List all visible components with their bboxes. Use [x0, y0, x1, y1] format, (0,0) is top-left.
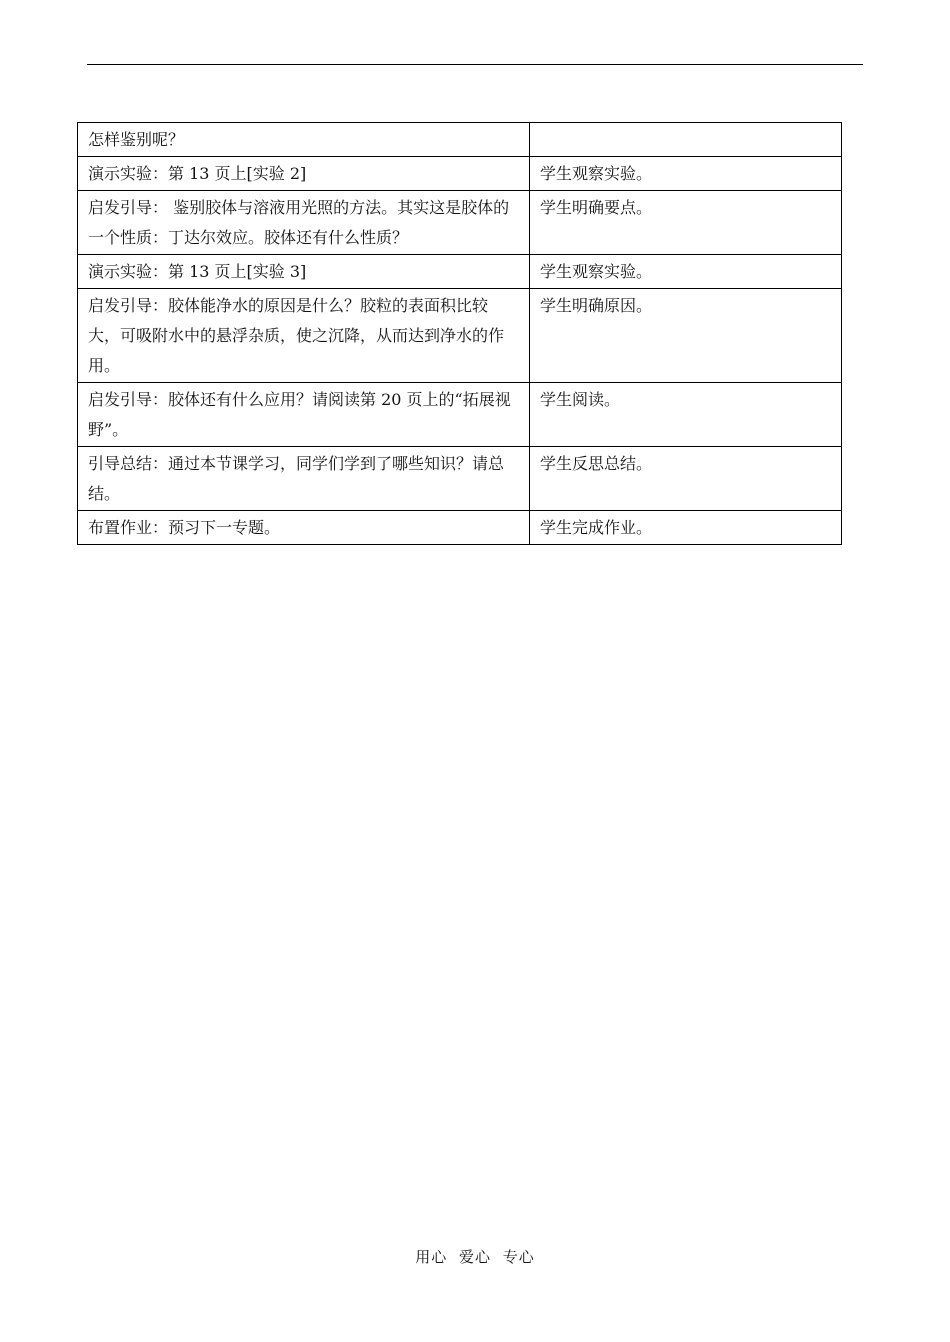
student-activity-cell: 学生明确原因。: [530, 289, 842, 383]
table-row: [78, 157, 842, 191]
table-row: [78, 255, 842, 289]
teacher-activity-cell: 演示实验：第 13 页上[实验 3]: [78, 255, 530, 289]
page-footer: 用心 爱心 专心: [415, 1248, 535, 1266]
teacher-activity-cell: 布置作业：预习下一专题。: [78, 511, 530, 545]
table-row: [78, 511, 842, 545]
table-row: [78, 447, 842, 511]
table-row: [78, 123, 842, 157]
student-activity-cell: 学生明确要点。: [530, 191, 842, 255]
student-activity-cell: 学生反思总结。: [530, 447, 842, 511]
student-activity-cell: 学生观察实验。: [530, 255, 842, 289]
teacher-activity-cell: 演示实验：第 13 页上[实验 2]: [78, 157, 530, 191]
teacher-activity-cell: 启发引导：胶体还有什么应用？请阅读第 20 页上的“拓展视野”。: [78, 383, 530, 447]
table-row: [78, 383, 842, 447]
lesson-table: [77, 122, 842, 545]
student-activity-cell: [530, 123, 842, 157]
student-activity-cell: 学生观察实验。: [530, 157, 842, 191]
teacher-activity-cell: 怎样鉴别呢？: [78, 123, 530, 157]
teacher-activity-cell: 启发引导： 鉴别胶体与溶液用光照的方法。其实这是胶体的一个性质：丁达尔效应。胶体还有什么性质？: [78, 191, 530, 255]
teacher-activity-cell: 引导总结：通过本节课学习，同学们学到了哪些知识？请总结。: [78, 447, 530, 511]
teacher-activity-cell: 启发引导：胶体能净水的原因是什么？胶粒的表面积比较大，可吸附水中的悬浮杂质，使之沉降，从而达到净水的作用。: [78, 289, 530, 383]
table-row: [78, 191, 842, 255]
student-activity-cell: 学生阅读。: [530, 383, 842, 447]
student-activity-cell: 学生完成作业。: [530, 511, 842, 545]
header-rule: [87, 64, 863, 65]
table-row: [78, 289, 842, 383]
